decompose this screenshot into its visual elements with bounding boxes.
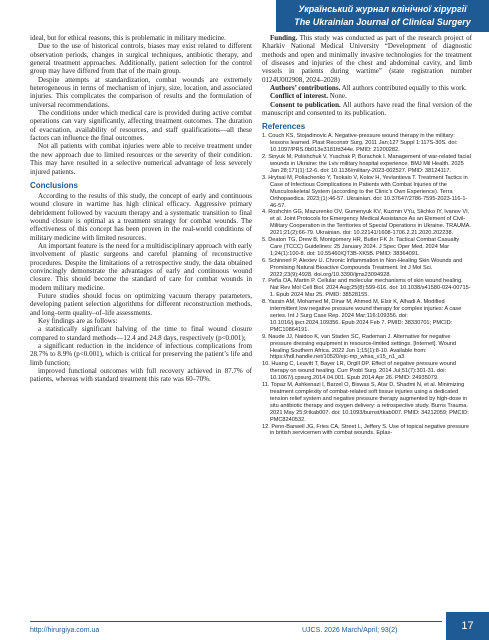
key-finding: a statistically significant halving of the time to final wound closure compared to standard methods—12.4 and 24.8 days, respectively (p<0.001);: [30, 325, 252, 342]
reference-item: 6. Schinnerl P, Alexiev U. Chronic Inflammation in Non-Healing Skin Wounds and Promising Natural Bioactive Compounds Treatment. Int J Mol Sci. 2022;23(9):4928. doi.org/10.3390/ijms23094928.: [262, 257, 463, 278]
funding-statement: [262, 34, 472, 84]
footer-divider: [30, 621, 442, 622]
page-number-badge: 17: [446, 612, 489, 640]
reference-item: 1. Couch KS, Stojadinovic A. Negative-pressure wound therapy in the military: lessons learned. Plast Reconstr Surg. 2011 Jan;127 Suppl 1:117S-30S. doi: 10.1097/PRS.0b013e3181fd344e. PMID: 21200282.: [262, 133, 458, 154]
reference-item: 4. Roshchin GG, Mazurenko OV, Gumenyuk KV, Kuzmin VYu, Slichko IY, Ivanov VI, et al. Joint Protocols for Emergency Medical Assistance As an Element of Civil-Military Cooperation in the Territories of Special Operations in Ukraine. TRAUMA. 2021;21(2):66-79. Ukrainian. doi: 10.22141/1608-1706.2.21.2020.202238.: [262, 209, 471, 237]
journal-title-ukrainian: Український журнал клінічної хірургії: [298, 4, 467, 14]
reference-item: 7. Peña OA, Martin P. Cellular and molecular mechanisms of skin wound healing. Nat Rev Mol Cell Biol. 2024 Aug;25(8):599-616. doi: 10.1038/s41580-024-00715-1. Epub 2024 Mar 25. PMID: 38528155.: [262, 278, 471, 299]
consent-to-publication: [262, 101, 472, 118]
paragraph: ideal, but for ethical reasons, this is problematic in military medicine.: [30, 34, 226, 42]
paragraph: Due to the use of historical controls, biases may exist related to different observation periods, changes in surgical techniques, antibiotic therapy, and general treatment approaches. Additionally, patient selection for the control group may have differed from that of the main group.: [30, 42, 252, 76]
funding-text: This study was conducted as part of the research project of Kharkiv National Medical University “Development of diagnostic methods and open and minimally invasive technologies for the treatment of diseases and injuries of the chest and abdominal cavity, and limb vessels in patients during wartime” (state registration number 0124U002908, 2024–2028): [262, 34, 472, 84]
reference-item: 12. Penn-Barwell JG, Fries CA, Street L, Jeffery S. Use of topical negative pressure in british servicemen with combat wounds. Eplas-: [262, 423, 469, 437]
footer-journal-url[interactable]: http://hirurgiya.com.ua: [30, 627, 100, 634]
authors-text: All authors contributed equally to this work.: [341, 84, 467, 93]
consent-text: All authors have read the final version of the manuscript and consented to its publication.: [262, 100, 472, 118]
reference-item: 5. Deaton TG, Drew B, Montgomery HR, Butler FK Jr. Tactical Combat Casualty Care (TCCC) Guidelines: 25 January 2024. J Spec Oper Med. 2024 Mar 1;24(1):100-8. doi: 10.55460/QT3B-XK5B. PMID: 38364091.: [262, 237, 460, 257]
journal-header-banner: [276, 0, 489, 32]
conclusions-heading: Conclusions: [30, 180, 79, 190]
right-column: [262, 34, 472, 437]
reference-item: 8. Yassin AM, Mohamed M, Dinar M, Ahmed M, Elsir K, Alhadi A. Modified intermittent low negative pressure wound therapy for complex injuries: A case series. Int J Surg Case Rep. 2024 Mar;116:109356. doi: 10.1016/j.ijscr.2024.109356. Epub 2024 Feb 7. PMID: 38330701; PMCID: PMC10864191.: [262, 299, 462, 333]
paragraph: Key findings are as follows:: [38, 317, 118, 325]
paragraph: Despite attempts at standardization, combat wounds are extremely heterogeneous in terms of mechanism of injury, size, location, and associated injuries. This complicates the comparison of results and the formulation of universal recommendations.: [30, 75, 252, 109]
reference-item: 11. Topaz M, Ashkenazi I, Barzel O, Biswas S, Atar D, Shadmi N, et al. Minimizing treatment complexity of combat-related soft tissue injuries using a dedicated tension relief system and negative pressure therapy augmented by high-dose in situ antibiotic therapy and oxygen delivery: a retrospective study. Burns Trauma. 2021 May 25;9:tkab007. doi: 10.1093/burnst/tkab007. PMID: 34212059; PMCID: PMC8240532.: [262, 382, 469, 423]
references-list: [262, 133, 472, 437]
conflict-text: None.: [329, 92, 347, 101]
footer-journal-reference: UJCS. 2026 March/April; 93(2): [302, 627, 398, 634]
paragraph: According to the results of this study, the concept of early and continuous wound closure in wartime has high clinical efficacy. Aggressive primary debridement followed by vacuum therapy and a systematic transition to final wound closure is optimal as a treatment strategy for combat wounds. The effectiveness of this concept has been proven in the real-world conditions of military medicine with limited resources.: [30, 191, 252, 242]
conflict-of-interest: [262, 92, 472, 100]
paragraph: Future studies should focus on optimizing vacuum therapy parameters, developing patient selection algorithms for different reconstruction methods, and long–term quality–of–life assessments.: [30, 291, 252, 317]
journal-title-english: The Ukrainian Journal of Clinical Surgery: [294, 17, 471, 27]
paragraph: The conditions under which medical care is provided during active combat operations can vary significantly, affecting treatment outcomes. The duration of evacuation, availability of resources, and staff qualifications—all these factors can influence the final outcomes.: [30, 109, 252, 143]
reference-item: 3. Hrytsai M, Poliachenko Y, Tsokalo V, Kolov H, Yevlantieva T. Treatment Tactics in Case of Infectious Complications in Patients with Combat Injuries of the Musculoskeletal System (according to the Clinic’s Own Experience). Terra Orthopaedica. 2023;(1):46-57. Ukrainian. doi: 10.37647/2786-7595-2023-116-1-46-57.: [262, 174, 468, 209]
reference-item: 10. Huang C, Leavitt T, Bayer LR, Orgill DP. Effect of negative pressure wound therapy on wound healing. Curr Probl Surg. 2014 Jul;51(7):301-31. doi: 10.1067/j.cpsurg.2014.04.001. Epub 2014 Apr 26. PMID: 24935079.: [262, 361, 457, 382]
authors-label: Authors’ contributions.: [270, 84, 341, 93]
reference-item: 2. Sinyuk M, Polishchuk V, Yuschak P, Burachok I. Management of war-related facial wounds in Ukraine: the Lviv military hospital experience. BMJ Mil Health. 2025 Jan 28;171(1):12-6. doi: 10.1136/military-2023-002527. PMID: 38124117.: [262, 154, 471, 174]
key-finding: improved functional outcomes with full recovery achieved in 87.7% of patients, whereas with standard treatment this rate was 60–70%.: [30, 367, 252, 384]
references-heading: References: [262, 122, 306, 132]
paragraph: An important feature is the need for a multidisciplinary approach with early involvement of plastic surgeons and careful planning of reconstructive procedures. Despite the limitations of a retrospective study, the data obtained convincingly demonstrate the advantages of early and continuous wound closure. This should become the standard of care for combat wounds in modern military medicine.: [30, 241, 252, 292]
consent-label: Consent to publication.: [270, 100, 341, 109]
left-column: [30, 34, 252, 384]
funding-label: Funding.: [270, 34, 298, 42]
conflict-label: Conflict of interest.: [270, 92, 328, 101]
reference-item: 9. Naude JJ, Naidoo K, van Staden SC, Rademan J. Alternative for negative pressure dressing equipment in resource-limited settings. [Internet]. Wound Healing Southern Africa. 2022 Jun 1;15(1):8-10. Available from: https://hdl.handle.net/10520/ejc-mp_whsa_v15_n1_a3: [262, 333, 457, 361]
authors-contributions: [262, 84, 472, 92]
key-finding: a significant reduction in the incidence of infectious complications from 28.7% to 8.9% (p<0.001), which is critical for preserving the patient’s life and limb function;: [30, 342, 252, 367]
paragraph: Not all patients with combat injuries were able to receive treatment under the new approach due to limited resources or the severity of their condition. This may have resulted in a selective numerical advantage of less severely injured patients.: [30, 142, 252, 176]
